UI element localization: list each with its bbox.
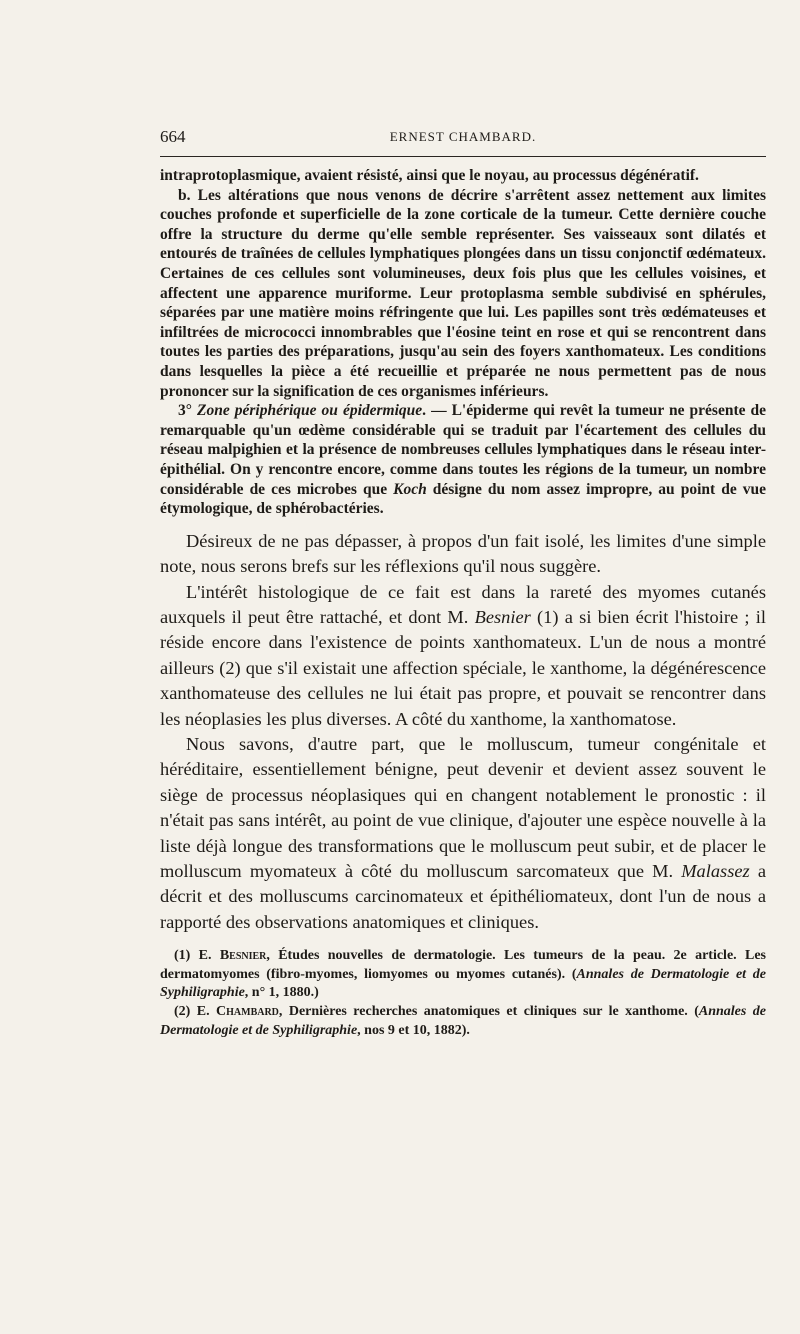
paragraph <box>160 580 766 732</box>
page-number: 664 <box>160 127 186 146</box>
text-run: L'intérêt histologique de ce fait est dans la rareté des myomes cutanés auxquels il peut être rattaché, et dont M. <box>160 581 766 627</box>
author-name: Koch <box>393 480 427 498</box>
text-run: , nos 9 et 10, 1882). <box>357 1022 470 1038</box>
main-text-section <box>160 529 766 936</box>
paragraph: b. Les altérations que nous venons de décrire s'arrêtent assez nettement aux limites couches profonde et superficielle de la zone corticale de la tumeur. Cette dernière couche offre la structure du derme qu'elle semble représenter. Ses vaisseaux sont dilatés et entourés de traînées de cellules lymphatiques plongées dans un tissu conjonctif œdémateux. Certaines de ces cellules sont volumineuses, deux fois plus que les cellules voisines, et affectent une apparence muriforme. Leur protoplasma semble subdivisé en sphérules, séparées par une matière moins réfringente que lui. Les papilles sont très œdémateuses et infiltrées de micrococci innombrables que l'éosine teint en rose et qui se rencontrent dans toutes les parties des préparations, jusqu'au sein des foyers xanthomateux. Les conditions dans lesquelles la pièce a été recueillie et préparée ne nous permettent pas de nous prononcer sur la signification de ces organismes inférieurs. <box>160 186 766 400</box>
text-run: 3° <box>178 402 197 420</box>
paragraph <box>160 732 766 935</box>
text-run: , n° 1, 1880.) <box>244 985 319 1001</box>
footnote <box>160 1003 766 1040</box>
footnotes <box>160 947 766 1040</box>
text-run: a décrit et des molluscums carcinomateux et épithéliomateux, dont l'un de nous a rapporté des observations anatomiques et cliniques. <box>160 860 766 932</box>
page <box>160 120 766 1040</box>
footnote-mark: (1) E. <box>174 948 220 964</box>
author-name: Besnier <box>474 606 531 627</box>
header-rule <box>160 156 766 157</box>
running-head: ERNEST CHAMBARD. <box>389 129 537 144</box>
footnote-mark: (2) E. <box>174 1003 217 1019</box>
text-run: . — L'épiderme qui revêt la tumeur ne présente de remarquable qu'un œdème considérable qui se traduit par l'écartement des cellules du réseau malpighien et la présence de nombreuses cellules lymphatiques dans le réseau inter-épithélial. On y rencontre encore, comme dans toutes les régions de la tumeur, un nombre considérable de ces microbes que <box>160 402 767 498</box>
paragraph <box>160 401 766 519</box>
section-title: Zone périphérique ou épidermique <box>196 402 423 420</box>
journal-title: Annales de Dermatologie et de Syphiligraphie <box>160 966 766 1001</box>
text-run: désigne du nom assez impropre, au point de vue étymologique, de sphérobactéries. <box>160 480 766 518</box>
footnote <box>160 947 766 1003</box>
text-run: , Dernières recherches anatomiques et cliniques sur le xanthome. ( <box>278 1003 699 1019</box>
paragraph: Désireux de ne pas dépasser, à propos d'un fait isolé, les limites d'une simple note, nous serons brefs sur les réflexions qu'il nous suggère. <box>160 530 766 577</box>
footnote-author: Chambard <box>216 1003 279 1019</box>
footnote-author: Besnier <box>219 948 267 964</box>
journal-title: Annales de Dermatologie et de Syphiligraphie <box>160 1003 766 1038</box>
paragraph: intraprotoplasmique, avaient résisté, ainsi que le noyau, au processus dégénératif. <box>160 167 699 184</box>
text-run: , Études nouvelles de dermatologie. Les tumeurs de la peau. 2e article. Les dermatomyomes (fibro-myomes, liomyomes ou myomes cutanés). ( <box>160 948 766 982</box>
page-header <box>160 120 766 150</box>
text-run: (1) a si bien écrit l'histoire ; il réside encore dans l'existence de points xanthomateux. L'un de nous a montré ailleurs (2) que s'il existait une affection spéciale, le xanthome, la dégénérescence xanthomateuse des cellules ne lui était pas propre, et pouvait se rencontrer dans les néoplasies les plus diverses. A côté du xanthome, la xanthomatose. <box>160 606 766 729</box>
small-print-section <box>160 166 766 519</box>
text-run: Nous savons, d'autre part, que le molluscum, tumeur congénitale et héréditaire, essentiellement bénigne, peut devenir et devient assez souvent le siège de processus néoplasiques qui en changent notablement le pronostic : il n'était pas sans intérêt, au point de vue clinique, d'ajouter une espèce nouvelle à la liste déjà longue des transformations que le molluscum peut subir, et de placer le molluscum myomateux à côté du molluscum sarcomateux que M. <box>160 733 766 881</box>
author-name: Malassez <box>681 860 750 881</box>
